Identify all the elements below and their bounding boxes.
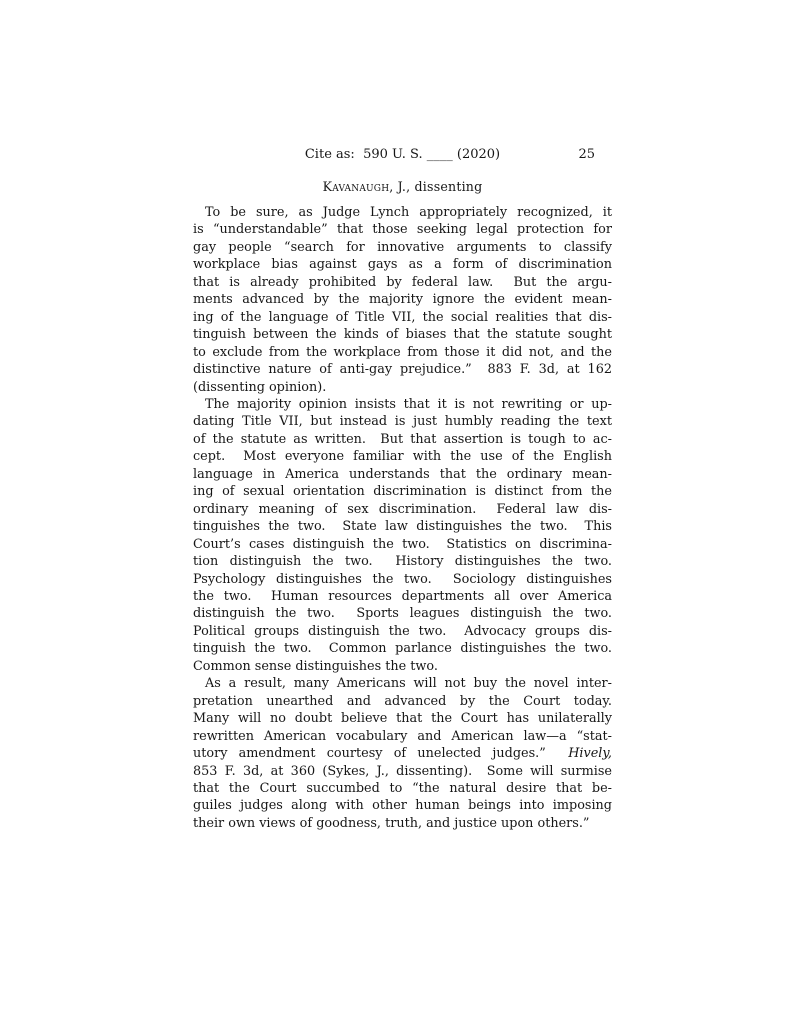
text-line: tinguish the two. Common parlance distinguishes the two.: [193, 641, 612, 657]
text-line: distinctive nature of anti-gay prejudice.” 883 F. 3d, at 162: [193, 362, 612, 378]
text-line: gay people “search for innovative arguments to classify: [193, 239, 612, 255]
text-line: is “understandable” that those seeking legal protection for: [193, 222, 612, 238]
heading-suffix: , J., dissenting: [389, 179, 483, 194]
opinion-heading: [193, 179, 612, 194]
text-line: pretation unearthed and advanced by the Court today.: [193, 693, 612, 709]
opinion-body: [193, 204, 612, 832]
text-line: ments advanced by the majority ignore the evident mean-: [193, 292, 612, 308]
text-line: to exclude from the workplace from those it did not, and the: [193, 344, 612, 360]
justice-name: Kavanaugh: [322, 179, 390, 194]
text-line: workplace bias against gays as a form of discrimination: [193, 257, 612, 273]
text-line: guiles judges along with other human beings into imposing: [193, 798, 612, 814]
page-number: 25: [578, 147, 595, 162]
text-line: tinguishes the two. State law distinguishes the two. This: [193, 519, 612, 535]
text-line: 853 F. 3d, at 360 (Sykes, J., dissenting). Some will surmise: [193, 763, 612, 779]
text-line: tion distinguish the two. History distinguishes the two.: [193, 554, 612, 570]
text-line: of the statute as written. But that assertion is tough to ac-: [193, 431, 612, 447]
text-line: cept. Most everyone familiar with the use of the English: [193, 449, 612, 465]
text-line: the two. Human resources departments all over America: [193, 588, 612, 604]
text-line: distinguish the two. Sports leagues distinguish the two.: [193, 606, 612, 622]
paragraph: [193, 675, 612, 832]
text-line: ing of the language of Title VII, the social realities that dis-: [193, 309, 612, 325]
text-line: (dissenting opinion).: [193, 379, 327, 395]
running-head: [193, 147, 612, 163]
text-line: their own views of goodness, truth, and justice upon others.”: [193, 815, 590, 831]
text-line: language in America understands that the ordinary mean-: [193, 466, 612, 482]
paragraph: [193, 204, 612, 396]
text-line: Many will no doubt believe that the Court has unilaterally: [193, 711, 612, 727]
citation-line: Cite as: 590 U. S. ____ (2020): [304, 147, 501, 162]
text-line: tinguish between the kinds of biases that the statute sought: [193, 327, 612, 343]
text-line: that is already prohibited by federal law. But the argu-: [193, 274, 612, 290]
text-line: Court’s cases distinguish the two. Statistics on discrimina-: [193, 536, 612, 552]
text-line: rewritten American vocabulary and American law—a “stat-: [193, 728, 612, 744]
text-line: To be sure, as Judge Lynch appropriately recognized, it: [205, 205, 612, 220]
text-line: The majority opinion insists that it is not rewriting or up-: [205, 396, 612, 412]
text-line: ordinary meaning of sex discrimination. Federal law dis-: [193, 501, 612, 517]
text-line: ing of sexual orientation discrimination is distinct from the: [193, 484, 612, 500]
text-line: As a result, many Americans will not buy the novel inter-: [205, 676, 612, 692]
text-line: dating Title VII, but instead is just humbly reading the text: [193, 414, 612, 430]
text-line: utory amendment courtesy of unelected judges.” Hively,: [193, 746, 612, 762]
text-line: Political groups distinguish the two. Advocacy groups dis-: [193, 623, 612, 639]
paragraph: [193, 396, 612, 675]
text-line: Common sense distinguishes the two.: [193, 658, 438, 674]
text-line: Psychology distinguishes the two. Sociology distinguishes: [193, 571, 612, 587]
text-line: that the Court succumbed to “the natural desire that be-: [193, 780, 612, 796]
